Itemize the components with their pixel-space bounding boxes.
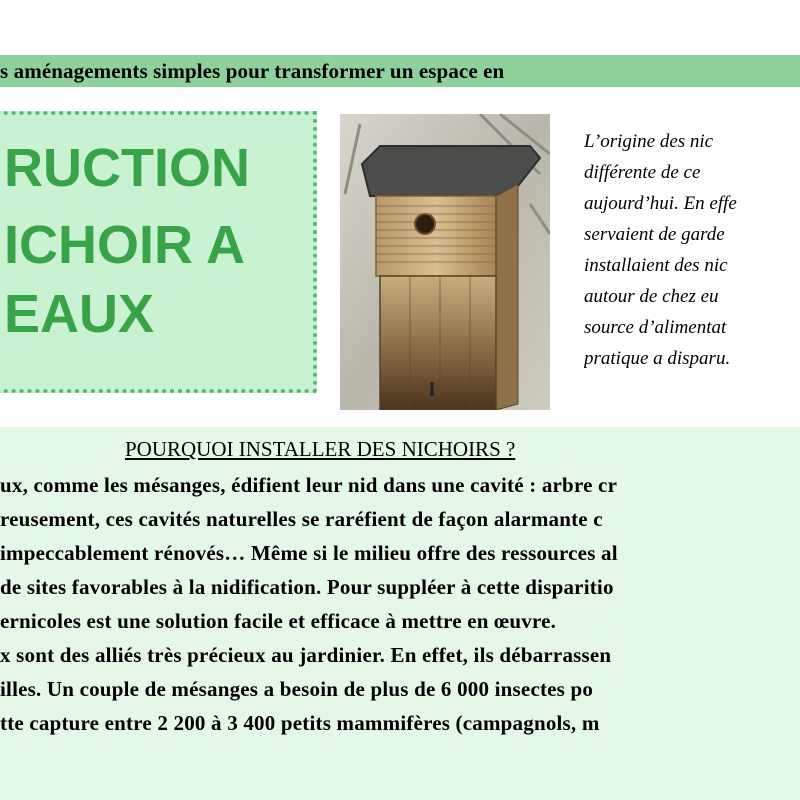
- section-line: ernicoles est une solution facile et efficace à mettre en œuvre.: [0, 609, 557, 633]
- section-line: tte capture entre 2 200 à 3 400 petits mammifères (campagnols, m: [0, 711, 600, 735]
- banner: [0, 55, 800, 87]
- banner-text: s aménagements simples pour transformer un espace en: [0, 59, 505, 83]
- intro-line: aujourd’hui. En effe: [584, 193, 737, 214]
- title-line-3: EAUX: [4, 284, 155, 344]
- intro-line: servaient de garde: [584, 224, 725, 245]
- section-line: reusement, ces cavités naturelles se raréfient de façon alarmante c: [0, 507, 603, 531]
- nest-box-illustration: [340, 114, 550, 410]
- section-line: illes. Un couple de mésanges a besoin de plus de 6 000 insectes po: [0, 677, 594, 701]
- section-line: de sites favorables à la nidification. Pour suppléer à cette disparitio: [0, 575, 614, 599]
- title-line-2: ICHOIR A: [4, 215, 245, 275]
- intro-line: différente de ce: [584, 162, 701, 183]
- section-line: impeccablement rénovés… Même si le milieu offre des ressources al: [0, 541, 618, 565]
- section-panel: [0, 427, 800, 800]
- intro-line: source d’alimentat: [584, 317, 727, 338]
- section-line: ux, comme les mésanges, édifient leur nid dans une cavité : arbre cr: [0, 473, 618, 497]
- title-box: [0, 111, 317, 393]
- intro-text: [584, 126, 800, 374]
- intro-line: pratique a disparu.: [584, 348, 731, 369]
- intro-line: autour de chez eu: [584, 286, 719, 307]
- title-line-1: RUCTION: [4, 138, 250, 198]
- section-heading: POURQUOI INSTALLER DES NICHOIRS ?: [125, 437, 516, 461]
- intro-line: L’origine des nic: [584, 131, 714, 152]
- intro-line: installaient des nic: [584, 255, 728, 276]
- section-line: x sont des alliés très précieux au jardinier. En effet, ils débarrassen: [0, 643, 612, 667]
- nest-box-photo: [340, 114, 550, 410]
